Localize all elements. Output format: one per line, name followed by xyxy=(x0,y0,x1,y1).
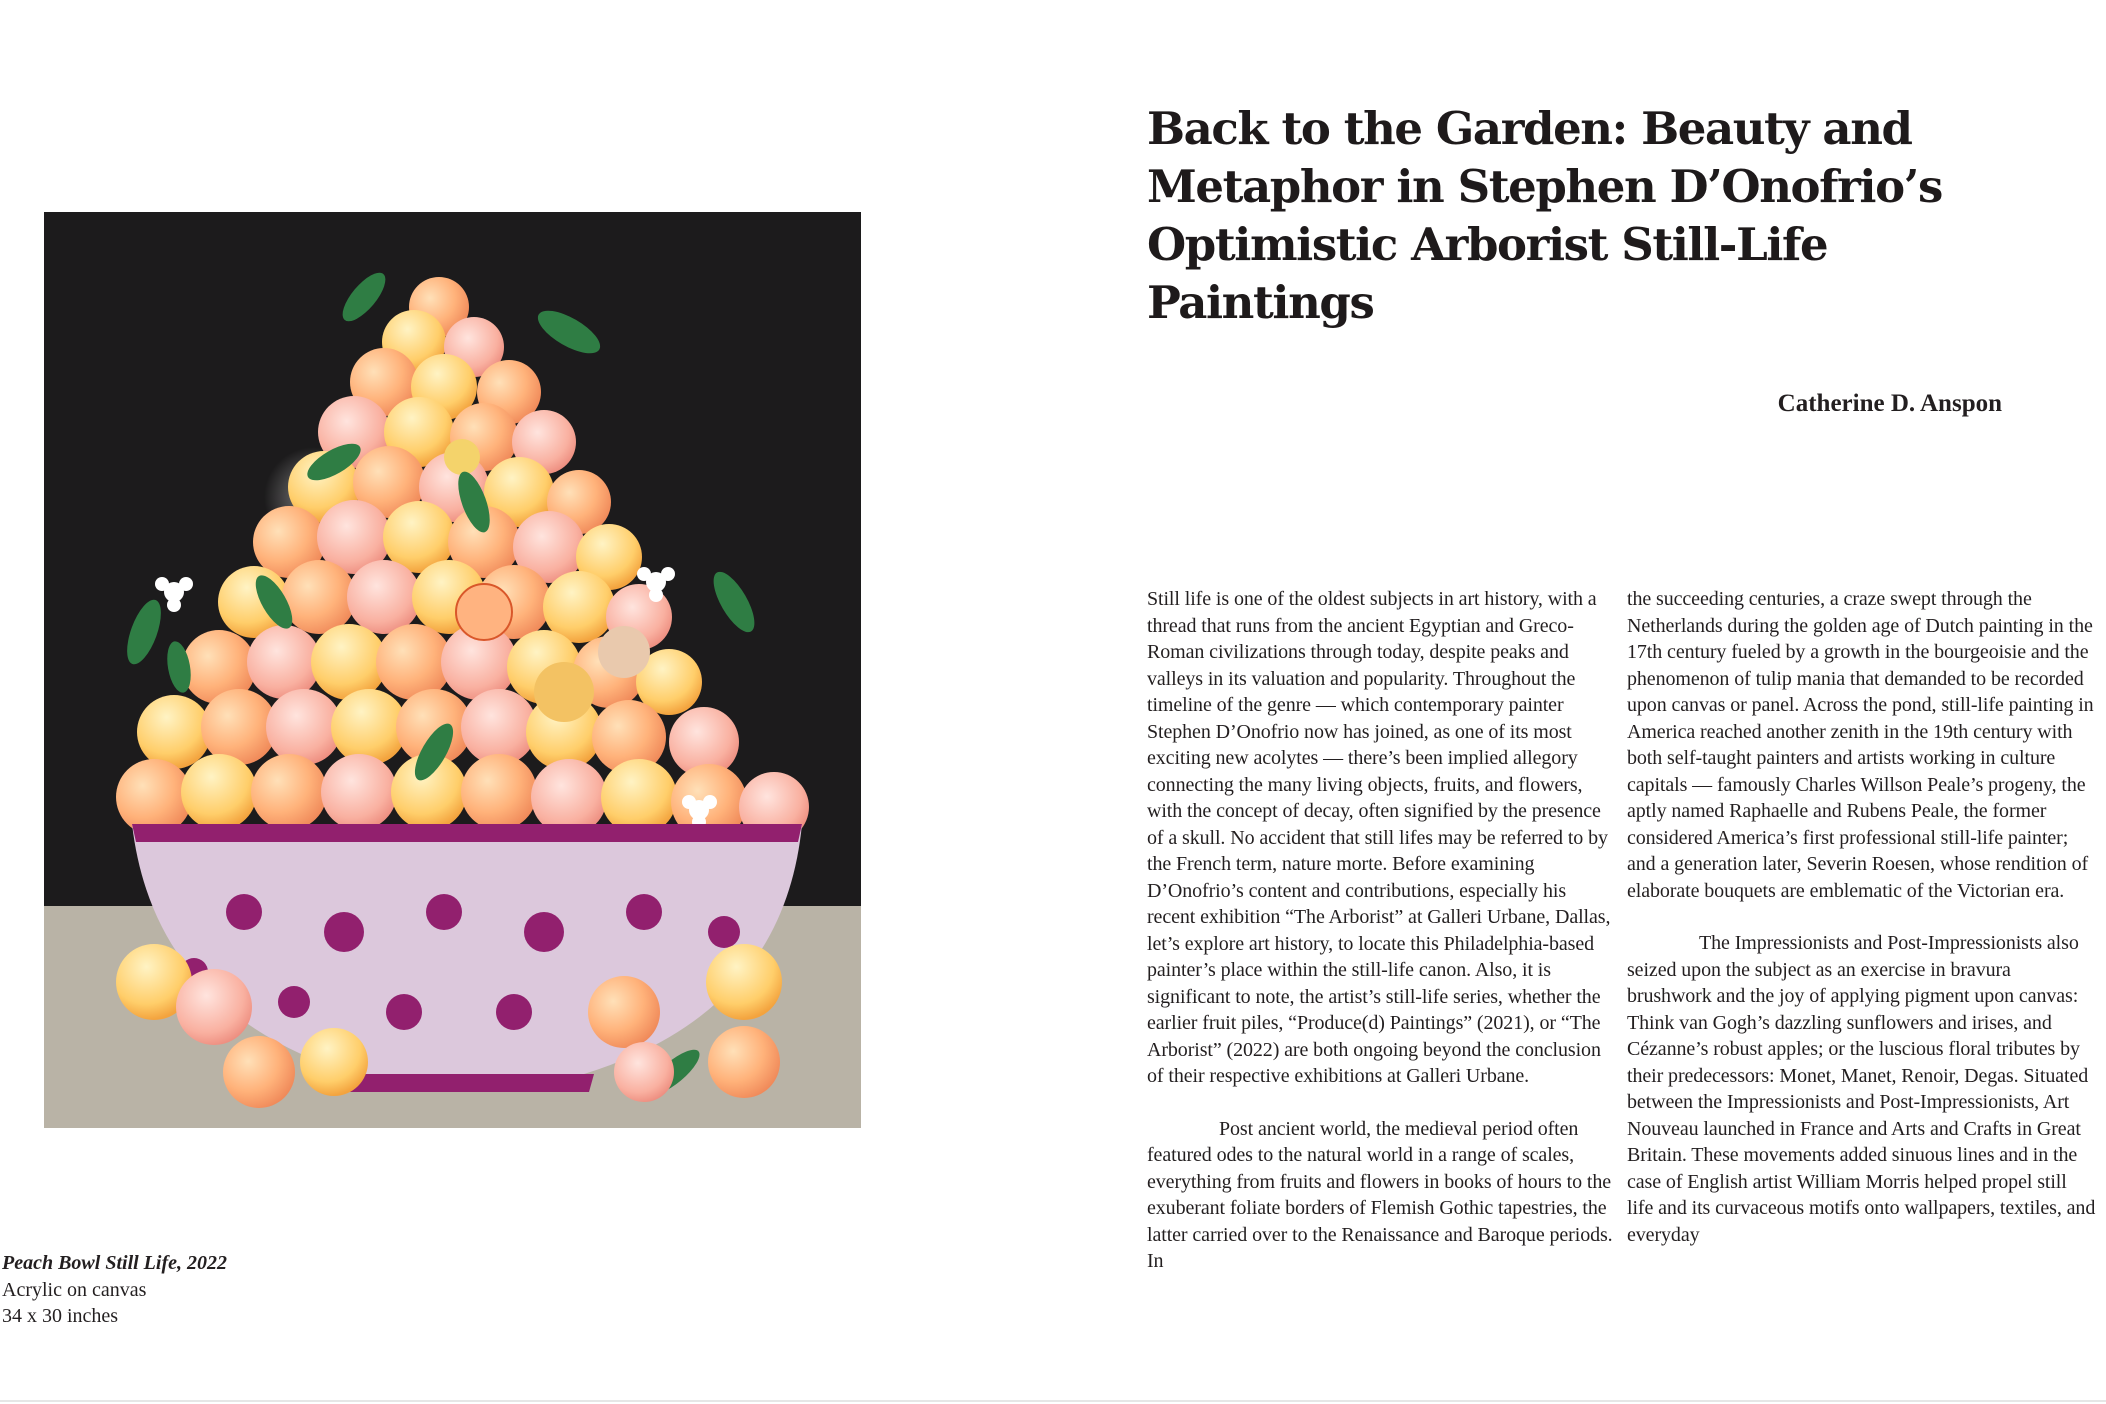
caption-dimensions: 34 x 30 inches xyxy=(2,1305,119,1327)
paragraph: Still life is one of the oldest subjects in art history, with a thread that runs from the ancient Egyptian and Greco-Roman civilizations through today, despite peaks and valleys in its valuation and popularity. Throughout the timeline of the genre — which contemporary painter Stephen D’Onofrio now has joined, as one of its most exciting new acolytes — there’s been implied allegory connecting the many living objects, fruits, and flowers, with the concept of decay, often signified by the presence of a skull. No accident that still lifes may be referred to by the French term, nature morte. Before examining D’Onofrio’s content and contributions, especially his recent exhibition “The Arborist” at Galleri Urbane, Dallas, let’s explore art history, to locate this Philadelphia-based painter’s place within the still-life canon. Also, it is significant to note, the artist’s still-life series, whether the earlier fruit piles, “Produce(d) Paintings” (2021), or “The Arborist” (2022) are both ongoing beyond the conclusion of their respective exhibitions at Galleri Urbane. xyxy=(1147,588,1611,1087)
paragraph: The Impressionists and Post-Impressionists also seized upon the subject as an exercise in bravura brushwork and the joy of applying pigment upon canvas: Think van Gogh’s dazzling sunflowers and irises, and Cézanne’s robust apples; or the luscious floral tributes by their predecessors: Monet, Manet, Renoir, Degas. Situated between the Impressionists and Post-Impressionists, Art Nouveau launched in France and Arts and Crafts in Great Britain. These movements added sinuous lines and in the case of English artist William Morris helped propel still life and its curvaceous motifs onto wallpapers, textiles, and everyday xyxy=(1627,932,2096,1246)
body-column-right xyxy=(1627,586,2097,1248)
painting-image xyxy=(44,212,861,1128)
article-author: Catherine D. Anspon xyxy=(1777,390,2002,417)
paragraph: Post ancient world, the medieval period often featured odes to the natural world in a range of scales, everything from fruits and flowers in books of hours to the exuberant foliate borders of Flemish Gothic tapestries, the latter carried over to the Renaissance and Baroque periods. In xyxy=(1147,1117,1613,1272)
artwork-caption xyxy=(2,1250,422,1330)
body-column-left xyxy=(1147,586,1617,1275)
page-bottom-rule xyxy=(0,1400,2106,1402)
caption-title: Peach Bowl Still Life, 2022 xyxy=(2,1252,227,1274)
caption-medium: Acrylic on canvas xyxy=(2,1278,147,1301)
article-title: Back to the Garden: Beauty and Metaphor in Stephen D’Onofrio’s Optimistic Arborist Still-Life Paintings xyxy=(1147,102,1942,329)
paragraph: the succeeding centuries, a craze swept through the Netherlands during the golden age of Dutch painting in the 17th century fueled by a growth in the bourgeoisie and the phenomenon of tulip mania that demanded to be recorded upon canvas or panel. Across the pond, still-life painting in America reached another zenith in the 19th century with both self-taught painters and artists working in culture capitals — famously Charles Willson Peale’s progeny, the aptly named Raphaelle and Rubens Peale, the former considered America’s first professional still-life painter; and a generation later, Severin Roesen, whose rendition of elaborate bouquets are emblematic of the Victorian era. xyxy=(1627,588,2094,902)
